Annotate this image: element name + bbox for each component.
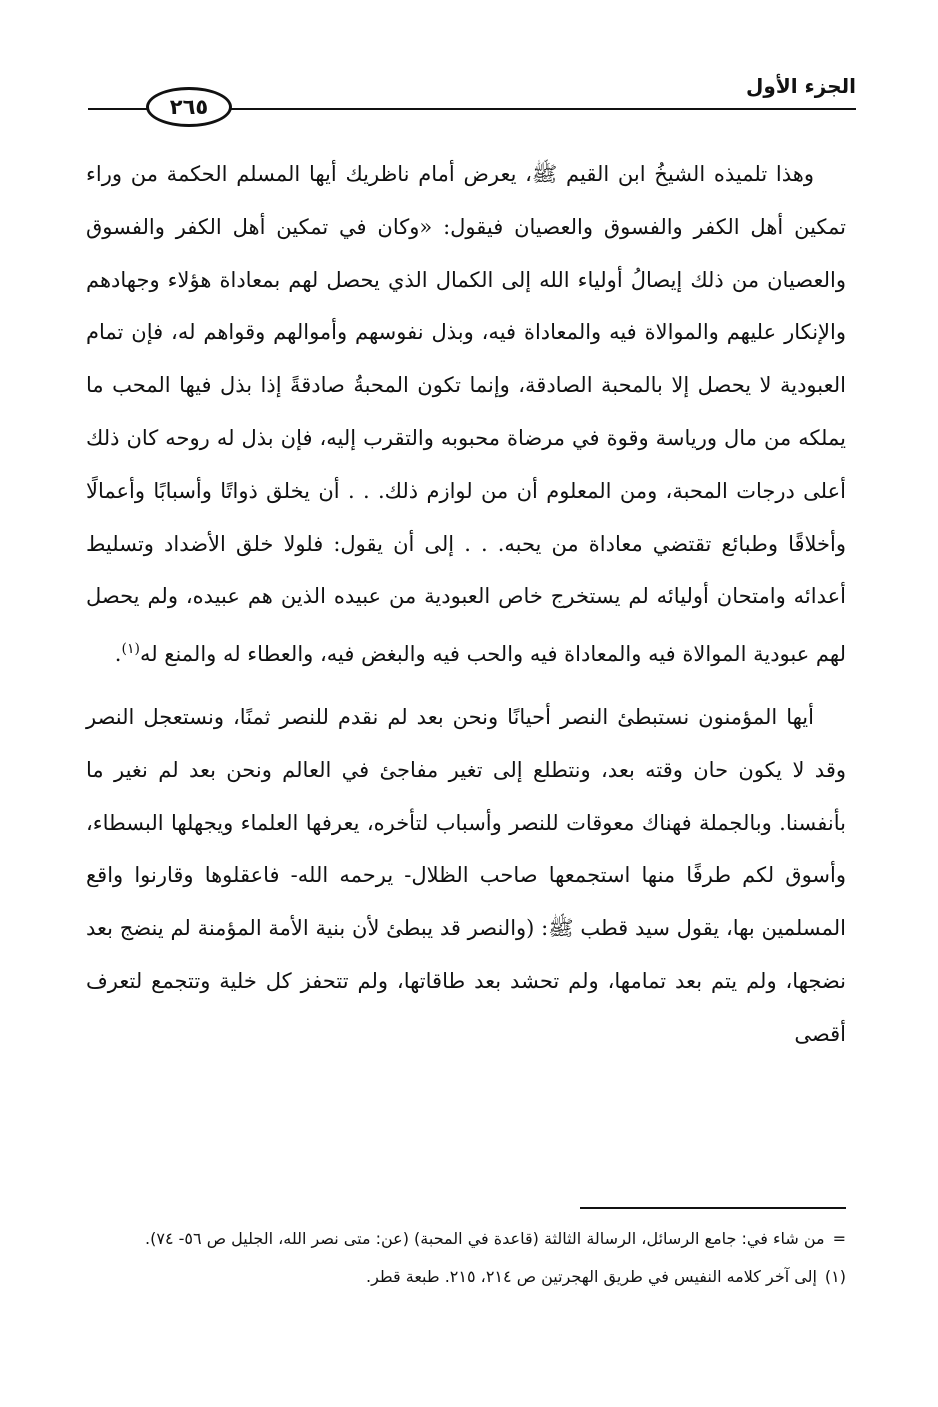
paragraph: أيها المؤمنون نستبطئ النصر أحيانًا ونحن بعد لم نقدم للنصر ثمنًا، ونستعجل النصر وقد لا يكون حان وقته بعد، ونتطلع إلى تغير مفاجئ في العالم ونحن بعد لم نغير ما بأنفسنا. وبالجملة فهناك معوقات للنصر وأسباب لتأخره، يعرفها العلماء ويجهلها البسطاء، وأسوق لكم طرفًا منها استجمعها صاحب الظلال- يرحمه الله- فاعقلوها وقارنوا واقع المسلمين بها، يقول سيد قطب ﷺ: (والنصر قد يبطئ لأن بنية الأمة المؤمنة لم ينضج بعد نضجها، ولم يتم بعد تمامها، ولم تحشد بعد طاقاتها، ولم تتحفز كل خلية وتتجمع لتعرف أقصى xyxy=(86,704,846,1046)
footnote-text: من شاء في: جامع الرسائل، الرسالة الثالثة (قاعدة في المحبة) (عن: متى نصر الله، الجليل ص ٥٦- ٧٤). xyxy=(145,1229,825,1248)
paragraph-end: . xyxy=(114,642,122,667)
main-text xyxy=(86,148,846,1061)
footnote-separator xyxy=(580,1207,846,1209)
footnote-text: إلى آخر كلامه النفيس في طريق الهجرتين ص ٢١٤، ٢١٥. طبعة قطر. xyxy=(365,1267,817,1286)
page-number: ٢٦٥ xyxy=(146,87,232,127)
running-header: الجزء الأول xyxy=(746,74,856,98)
footnote-reference[interactable]: (١) xyxy=(121,641,140,658)
footnotes xyxy=(86,1222,846,1294)
paragraph-text: وهذا تلميذه الشيخُ ابن القيم ﷺ، يعرض أمام ناظريك أيها المسلم الحكمة من وراء تمكين أهل الكفر والفسوق والعصيان فيقول: «وكان في تمكين أهل الكفر والفسوق والعصيان من ذلك إيصالُ أولياء الله إلى الكمال الذي يحصل لهم بمعاداة هؤلاء وجهادهم والإنكار عليهم والموالاة فيه والمعاداة فيه، وبذل نفوسهم وأموالهم وقواهم له، فإن تمام العبودية لا يحصل إلا بالمحبة الصادقة، وإنما تكون المحبةُ صادقةً إذا بذل فيها المحب ما يملكه من مال ورياسة وقوة في مرضاة محبوبه والتقرب إليه، فإن بذل له روحه كان ذلك أعلى درجات المحبة، ومن المعلوم أن من لوازم ذلك. . . أن يخلق ذواتًا وأسبابًا وأعمالًا وأخلاقًا وطبائع تقتضي معاداة من يحبه. . . إلى أن يقول: فلولا خلق الأضداد وتسليط أعدائه وامتحان أوليائه لم يستخرج خاص العبودية من عبيده الذين هم عبيده، ولم يحصل لهم عبودية الموالاة فيه والمعاداة فيه والحب فيه والبغض فيه، والعطاء له والمنع له xyxy=(86,162,846,667)
footnote-1 xyxy=(86,1260,846,1294)
footnote-marker: (١) xyxy=(824,1267,846,1286)
footnote-continuation xyxy=(86,1222,846,1256)
paragraph xyxy=(86,148,846,681)
footnote-marker: = xyxy=(832,1229,846,1248)
